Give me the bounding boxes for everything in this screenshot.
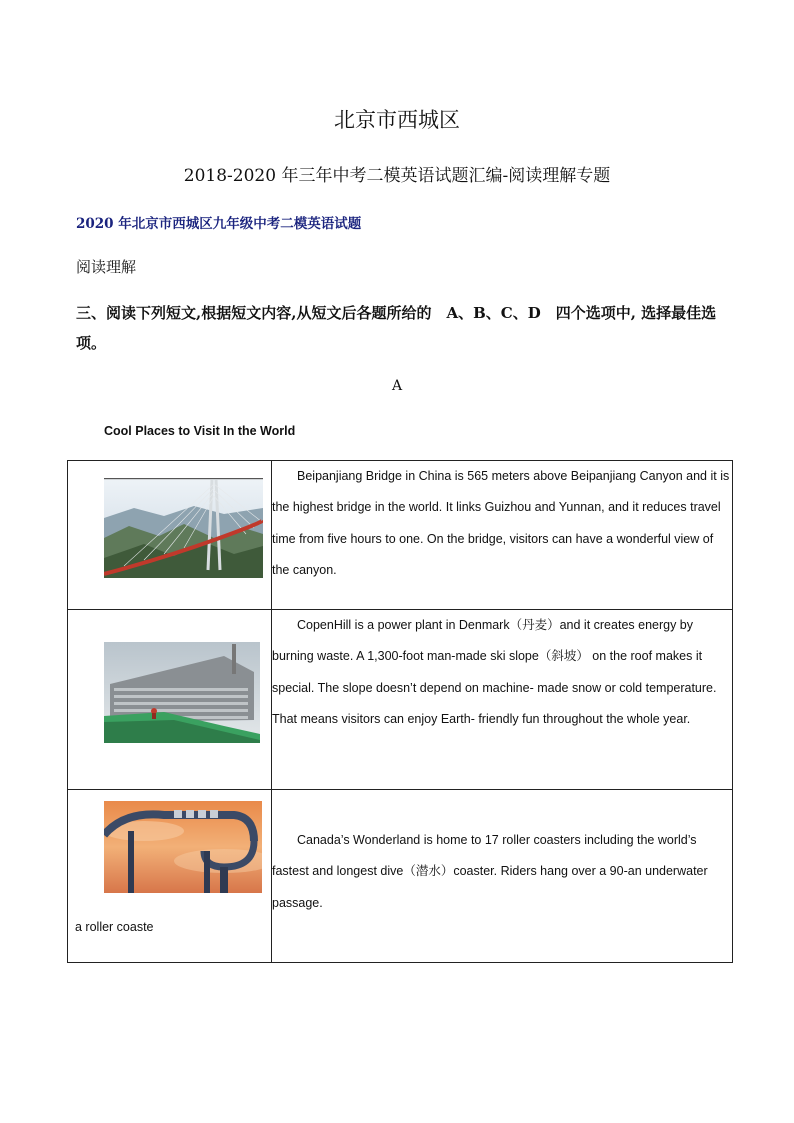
- table-row: [68, 790, 733, 963]
- instructions: 三、阅读下列短文,根据短文内容,从短文后各题所给的 A、B、C、D 四个选项中, 选择最佳选项。: [76, 304, 717, 352]
- page-title: 北京市西城区: [334, 108, 460, 132]
- text-cell: [272, 610, 733, 790]
- table-row: [68, 610, 733, 790]
- place-description: Canada’s Wonderland is home to 17 roller coasters including the world’s fastest and longest dive（潜水）coaster. Riders hang over a 90-an underwater passage.: [272, 833, 708, 910]
- image-cell: [68, 461, 272, 610]
- places-table: [67, 460, 733, 963]
- text-cell: [272, 461, 733, 610]
- text-cell: [272, 790, 733, 963]
- image-cell: [68, 610, 272, 790]
- exam-source: 2020 年北京市西城区九年级中考二模英语试题: [76, 216, 362, 232]
- bridge-photo-icon: [104, 478, 263, 578]
- page-subtitle: 2018-2020 年三年中考二模英语试题汇编-阅读理解专题: [183, 166, 611, 186]
- passage-letter: A: [391, 378, 403, 394]
- passage-title: Cool Places to Visit In the World: [104, 424, 296, 438]
- power-plant-ski-slope-photo-icon: [104, 642, 260, 743]
- place-description: CopenHill is a power plant in Denmark（丹麦）and it creates energy by burning waste. A 1,300-foot man-made ski slope（斜坡） on the roof makes it special. The slope doesn’t depend on machine- made snow or cold temperature. That means visitors can enjoy Earth- friendly fun throughout the whole year.: [272, 618, 717, 726]
- table-row: [68, 461, 733, 610]
- image-cell: [68, 790, 272, 963]
- roller-coaster-photo-icon: [104, 801, 262, 893]
- section-heading: 阅读理解: [76, 258, 137, 276]
- image-caption: a roller coaste: [75, 920, 154, 934]
- place-description: Beipanjiang Bridge in China is 565 meters above Beipanjiang Canyon and it is the highest bridge in the world. It links Guizhou and Yunnan, and it reduces travel time from five hours to one. On the bridge, visitors can have a wonderful view of the canyon.: [272, 469, 730, 577]
